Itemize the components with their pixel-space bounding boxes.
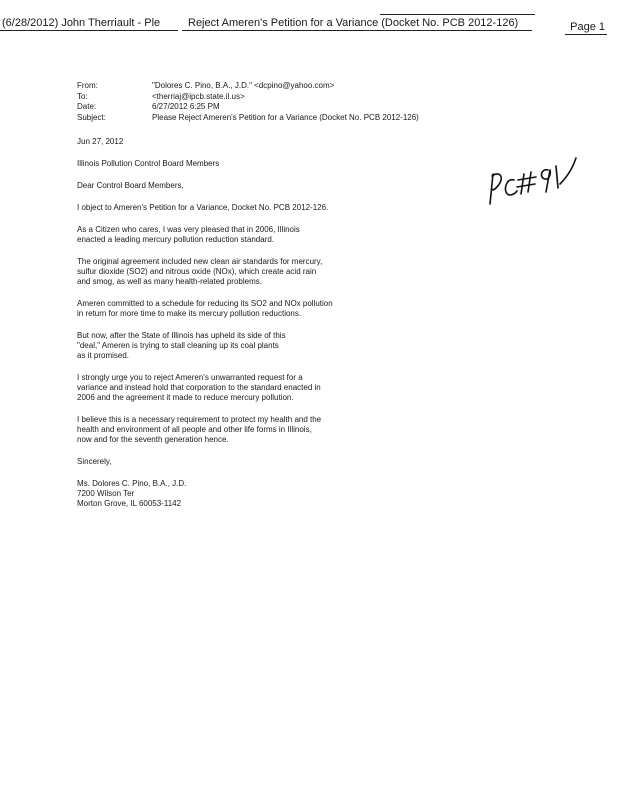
text-line: as it promised. [77, 351, 130, 360]
text-line: now and for the seventh generation hence. [77, 435, 229, 444]
text-line: in return for more time to make its mercury pollution reductions. [77, 309, 302, 318]
text-line: The original agreement included new clean air standards for mercury, [77, 257, 323, 266]
text-line: I believe this is a necessary requirement to protect my health and the [77, 415, 322, 424]
text-line: variance and instead hold that corporation to the standard enacted in [77, 383, 321, 392]
text-line: and smog, as well as many health-related problems. [77, 277, 262, 286]
page-number: Page 1 [570, 21, 605, 33]
to-value: <therriaj@ipcb.state.il.us> [152, 91, 245, 101]
paragraph-commitment [77, 299, 377, 319]
date-label: Date: [77, 102, 97, 111]
date-value: 6/27/2012 6:25 PM [152, 102, 220, 111]
meta-date [77, 102, 419, 113]
paragraph-agreement [77, 257, 377, 287]
text-line: health and environment of all people and other life forms in Illinois, [77, 425, 312, 434]
handwritten-pc-number [484, 148, 579, 210]
meta-subject [77, 113, 419, 124]
paragraph-stall [77, 331, 377, 361]
letter-date: Jun 27, 2012 [77, 137, 124, 146]
signature-name: Ms. Dolores C. Pino, B.A., J.D. [77, 479, 187, 488]
signature-block [77, 479, 377, 509]
text-line: enacted a leading mercury pollution reduction standard. [77, 235, 275, 244]
letter-body [77, 137, 377, 521]
text-line: "deal," Ameren is trying to stall cleaning up its coal plants [77, 341, 279, 350]
signature-address-city: Morton Grove, IL 60053-1142 [77, 499, 182, 508]
header-date-sender: (6/28/2012) John Therriault - Ple [2, 17, 161, 29]
from-label: From: [77, 81, 98, 90]
text-line: sulfur dioxide (SO2) and nitrous oxide (NOx), which create acid rain [77, 267, 317, 276]
text-line: But now, after the State of Illinois has upheld its side of this [77, 331, 286, 340]
text-line: Ameren committed to a schedule for reducing its SO2 and NOx pollution [77, 299, 333, 308]
subject-value: Please Reject Ameren's Petition for a Variance (Docket No. PCB 2012-126) [152, 112, 419, 122]
subject-label: Subject: [77, 112, 106, 122]
text-line: 2006 and the agreement it made to reduce mercury pollution. [77, 393, 294, 402]
letter-salutation: Dear Control Board Members, [77, 181, 184, 190]
page-number-underline [565, 34, 607, 35]
meta-to [77, 92, 419, 103]
letter-closing: Sincerely, [77, 457, 112, 466]
paragraph-citizen [77, 225, 377, 245]
paragraph-request [77, 373, 377, 403]
header-rule [182, 30, 532, 31]
paragraph-objection: I object to Ameren's Petition for a Variance, Docket No. PCB 2012-126. [77, 203, 329, 212]
letter-recipient: Illinois Pollution Control Board Members [77, 159, 220, 168]
header-rule-top [380, 14, 535, 15]
to-label: To: [77, 91, 88, 101]
header-subject: Reject Ameren's Petition for a Variance (Docket No. PCB 2012-126) [188, 17, 519, 29]
paragraph-belief [77, 415, 377, 445]
text-line: I strongly urge you to reject Ameren's unwarranted request for a [77, 373, 303, 382]
header-rule [0, 30, 178, 31]
from-value: "Dolores C. Pino, B.A., J.D." <dcpino@yahoo.com> [152, 81, 335, 90]
signature-address-street: 7200 Wilson Ter [77, 489, 135, 498]
meta-from [77, 81, 419, 92]
text-line: As a Citizen who cares, I was very pleased that in 2006, Illinois [77, 225, 300, 234]
email-meta [77, 81, 419, 123]
